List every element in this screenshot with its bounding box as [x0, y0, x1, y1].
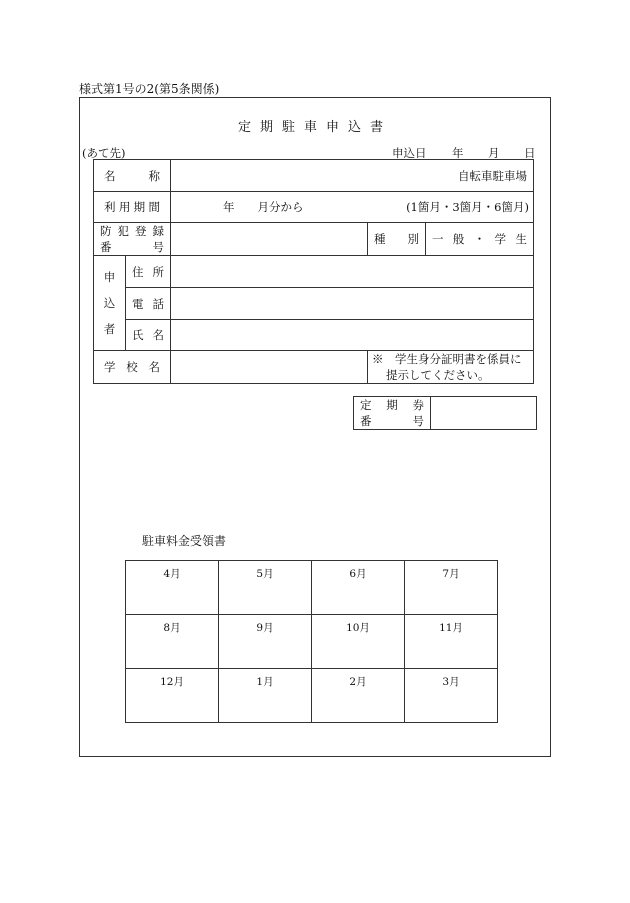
kind-value-char: 般 [452, 232, 465, 246]
applicant-label-char: 者 [103, 322, 116, 336]
applicant-label-char: 申 [103, 270, 116, 284]
receipt-month-cell[interactable]: 2月 [312, 669, 405, 723]
receipt-month-cell[interactable]: 11月 [405, 615, 498, 669]
applicant-name-label-char: 氏 [132, 328, 144, 342]
receipt-month-cell[interactable]: 1月 [219, 669, 312, 723]
period-field[interactable] [171, 192, 534, 223]
application-date-month: 月 [488, 146, 500, 160]
addressee-label: (あて先) [82, 146, 126, 160]
student-id-note-line: ※ 学生身分証明書を係員に [372, 352, 522, 366]
registration-label-char: 防 [100, 224, 112, 238]
school-label-cell [94, 351, 171, 384]
ticket-label-char: 番 [360, 414, 372, 428]
parking-name-field[interactable] [171, 160, 534, 192]
receipt-month-cell[interactable]: 4月 [126, 561, 219, 615]
address-label-cell [126, 256, 171, 288]
name-label-cell [94, 160, 171, 192]
kind-value-field[interactable] [426, 223, 534, 256]
registration-label-char: 犯 [117, 224, 129, 238]
school-field[interactable] [171, 351, 368, 384]
address-label-char: 所 [152, 264, 164, 279]
ticket-label-char: 期 [386, 398, 398, 412]
school-label-char: 名 [148, 360, 160, 374]
form-title: 定期駐車申込書 [237, 120, 392, 135]
kind-value-char: 生 [515, 232, 527, 246]
applicant-label-char: 込 [103, 296, 116, 310]
application-date-day: 日 [524, 146, 536, 160]
period-options: (1箇月・3箇月・6箇月) [406, 200, 529, 214]
applicant-name-label-char: 名 [152, 328, 164, 342]
receipt-month-cell[interactable]: 9月 [219, 615, 312, 669]
kind-value-char: ・ [473, 232, 486, 246]
ticket-number-field[interactable] [431, 397, 537, 430]
kind-value-char: 学 [494, 232, 507, 246]
student-id-note [368, 351, 534, 384]
phone-label-char: 電 [132, 296, 144, 311]
receipt-month-cell[interactable]: 10月 [312, 615, 405, 669]
school-label-char: 学 [104, 360, 116, 374]
period-label-char: 利 [104, 200, 116, 214]
ticket-label-char: 定 [360, 398, 372, 412]
registration-number-field[interactable] [171, 223, 368, 256]
phone-field[interactable] [171, 288, 534, 320]
receipt-month-cell[interactable]: 6月 [312, 561, 405, 615]
receipt-title: 駐車料金受領書 [142, 534, 227, 548]
application-date-year: 年 [452, 146, 464, 160]
receipt-month-cell[interactable]: 3月 [405, 669, 498, 723]
period-label-char: 期 [133, 200, 146, 214]
registration-label-cell [94, 223, 171, 256]
kind-label-cell [368, 223, 426, 256]
name-label-char: 称 [148, 168, 160, 183]
name-label-char: 名 [104, 168, 116, 183]
registration-label-char: 番 [100, 240, 112, 254]
receipt-month-cell[interactable]: 12月 [126, 669, 219, 723]
address-field[interactable] [171, 256, 534, 288]
receipt-table [125, 560, 498, 723]
kind-label-char: 種 [374, 232, 386, 246]
ticket-label-char: 券 [412, 398, 424, 412]
registration-label-char: 号 [152, 240, 164, 254]
receipt-month-cell[interactable]: 7月 [405, 561, 498, 615]
application-table [93, 159, 534, 384]
receipt-month-cell[interactable]: 5月 [219, 561, 312, 615]
student-id-note-line: 提示してください。 [386, 368, 490, 382]
form-number-label: 様式第1号の2(第5条関係) [79, 82, 220, 96]
ticket-number-label-cell [354, 397, 431, 430]
period-label-cell [94, 192, 171, 223]
ticket-label-char: 号 [412, 414, 424, 428]
phone-label-cell [126, 288, 171, 320]
period-label-char: 用 [118, 200, 131, 214]
period-label-char: 間 [148, 200, 160, 214]
kind-label-char: 別 [407, 232, 419, 246]
period-start: 年 月分から [223, 200, 304, 214]
applicant-name-field[interactable] [171, 320, 534, 351]
parking-name-value: 自転車駐車場 [458, 168, 527, 183]
phone-label-char: 話 [152, 296, 164, 311]
registration-label-char: 録 [152, 224, 164, 238]
ticket-number-table [353, 396, 537, 430]
address-label-char: 住 [132, 264, 144, 279]
registration-label-char: 登 [135, 224, 147, 238]
application-date-label: 申込日 [392, 146, 427, 160]
applicant-name-label-cell [126, 320, 171, 351]
applicant-group-label-cell [94, 256, 126, 351]
receipt-month-cell[interactable]: 8月 [126, 615, 219, 669]
kind-value-char: 一 [432, 232, 444, 246]
school-label-char: 校 [126, 360, 138, 374]
